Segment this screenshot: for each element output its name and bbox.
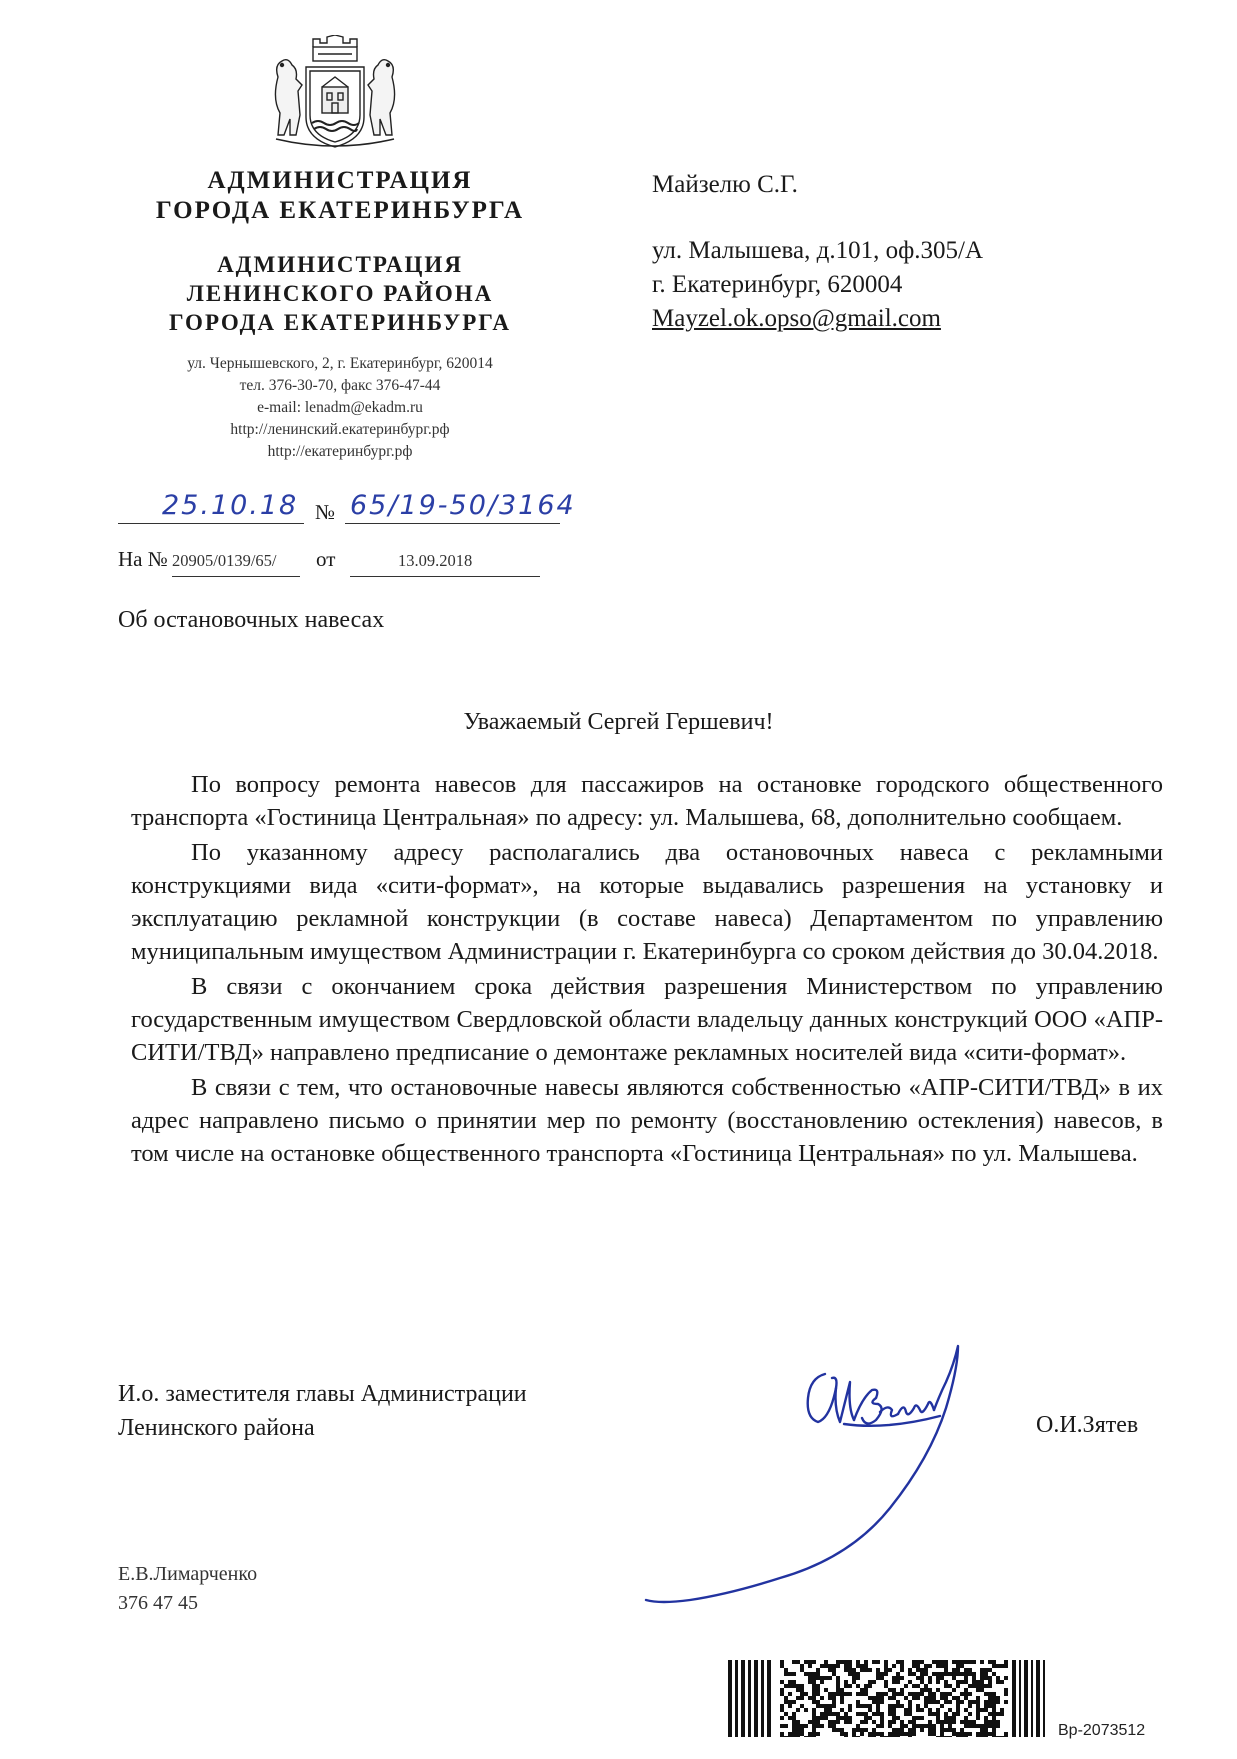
district-administration-name bbox=[80, 250, 600, 337]
contact-email: e-mail: lenadm@ekadm.ru bbox=[257, 399, 423, 416]
outgoing-date: 25.10.18 bbox=[162, 490, 299, 521]
body-paragraph-3: В связи с окончанием срока действия разрешения Министерством по управлению государственным имуществом Свердловской области владельцу данных конструкций ООО «АПР-СИТИ/ТВД» направлено предписание о демонтаже рекламных носителей вида «сити-формат». bbox=[131, 973, 1163, 1066]
organization-name bbox=[80, 166, 600, 226]
recipient-email: Mayzel.ok.opso@gmail.com bbox=[652, 305, 941, 332]
letter-body bbox=[131, 768, 1163, 1172]
org-line-5: ГОРОДА ЕКАТЕРИНБУРГА bbox=[169, 310, 511, 335]
org-line-2: ГОРОДА ЕКАТЕРИНБУРГА bbox=[155, 197, 525, 224]
recipient-street: ул. Малышева, д.101, оф.305/А bbox=[652, 237, 984, 264]
contact-website-city: http://екатеринбург.рф bbox=[267, 443, 413, 460]
org-line-3: АДМИНИСТРАЦИЯ bbox=[217, 252, 463, 277]
recipient-city: г. Екатеринбург, 620004 bbox=[652, 271, 903, 298]
number-underline bbox=[345, 523, 560, 524]
contact-phone: тел. 376-30-70, факс 376-47-44 bbox=[239, 377, 441, 394]
reference-number: 20905/0139/65/ bbox=[172, 551, 277, 570]
org-line-1: АДМИНИСТРАЦИЯ bbox=[207, 167, 473, 194]
signer-name: О.И.Зятев bbox=[1036, 1412, 1139, 1438]
signer-position-line-1: И.о. заместителя главы Администрации bbox=[118, 1381, 527, 1407]
body-paragraph-2: По указанному адресу располагались два остановочных навеса с рекламными конструкциями вида «сити-формат», на которые выдавались разрешения на установку и эксплуатацию рекламной конструкции (в составе навеса) Департаментом по управлению муниципальным имуществом Администрации г. Екатеринбурга со сроком действия до 30.04.2018. bbox=[131, 839, 1163, 965]
letter-subject: Об остановочных навесах bbox=[118, 607, 385, 633]
org-line-4: ЛЕНИНСКОГО РАЙОНА bbox=[186, 281, 494, 306]
reference-date-underline bbox=[350, 576, 540, 577]
salutation: Уважаемый Сергей Гершевич! bbox=[463, 709, 774, 735]
contact-address: ул. Чернышевского, 2, г. Екатеринбург, 620014 bbox=[187, 355, 493, 372]
outgoing-number: 65/19-50/3164 bbox=[350, 490, 576, 521]
number-label: № bbox=[315, 500, 336, 524]
signer-position-line-2: Ленинского района bbox=[118, 1415, 315, 1441]
handwritten-signature bbox=[640, 1338, 1010, 1608]
organization-contacts bbox=[120, 353, 560, 463]
executor-name: Е.В.Лимарченко bbox=[118, 1563, 258, 1585]
signer-position bbox=[118, 1377, 527, 1445]
executor-phone: 376 47 45 bbox=[118, 1592, 198, 1614]
recipient-name: Майзелю С.Г. bbox=[652, 171, 798, 198]
document-barcode bbox=[728, 1660, 1052, 1737]
reference-prefix: На № bbox=[118, 547, 168, 571]
registration-number: Вр-2073512 bbox=[1058, 1722, 1146, 1739]
contact-website-district: http://ленинский.екатеринбург.рф bbox=[230, 421, 450, 438]
reference-number-underline bbox=[172, 576, 300, 577]
reference-from: от bbox=[316, 547, 336, 571]
executor-info bbox=[118, 1560, 257, 1618]
body-paragraph-4: В связи с тем, что остановочные навесы являются собственностью «АПР-СИТИ/ТВД» в их адрес направлено письмо о принятии мер по ремонту (восстановлению остекления) навесов, в том числе на остановке общественного транспорта «Гостиница Центральная» по ул. Малышева. bbox=[131, 1074, 1163, 1167]
reference-date: 13.09.2018 bbox=[398, 551, 473, 570]
body-paragraph-1: По вопросу ремонта навесов для пассажиров на остановке городского общественного транспорта «Гостиница Центральная» по адресу: ул. Малышева, 68, дополнительно сообщаем. bbox=[131, 771, 1163, 831]
coat-of-arms-emblem bbox=[268, 35, 402, 155]
date-underline bbox=[118, 523, 304, 524]
